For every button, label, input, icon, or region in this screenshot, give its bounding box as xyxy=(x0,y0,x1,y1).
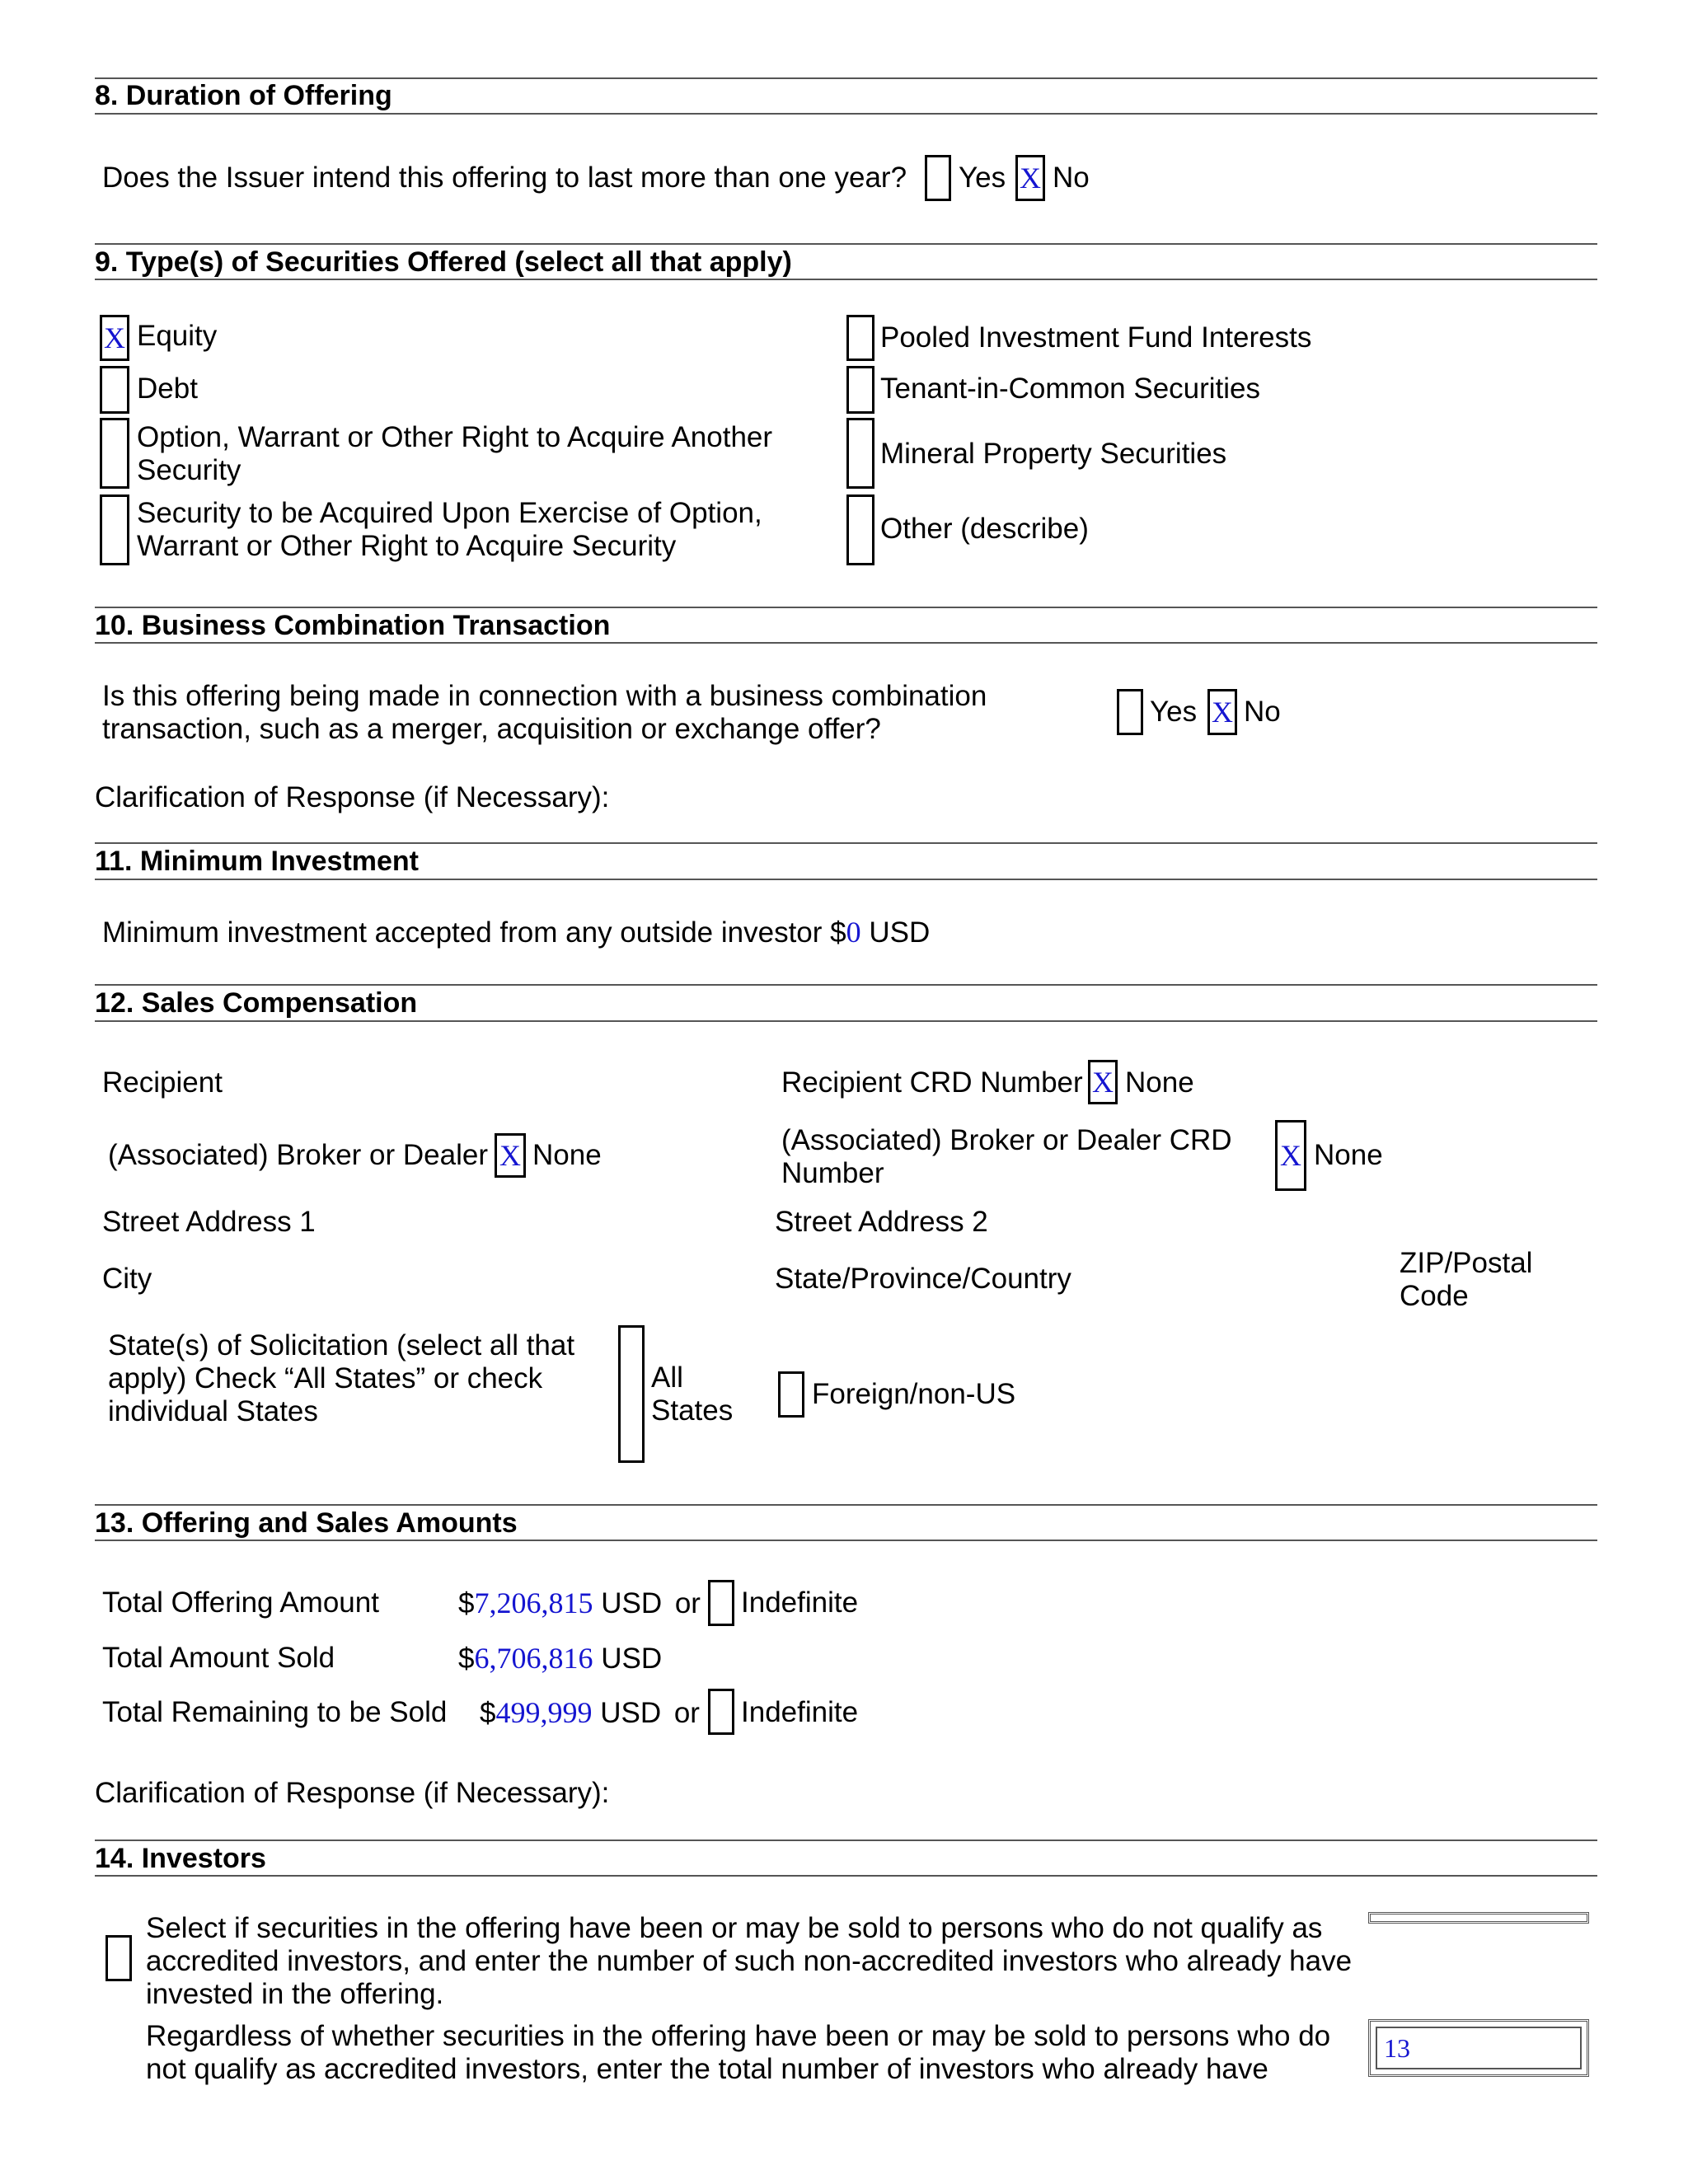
duration-yes-checkbox[interactable] xyxy=(925,155,951,201)
business-combination-yes-checkbox[interactable] xyxy=(1117,689,1143,735)
remaining-indefinite-label: Indefinite xyxy=(741,1696,859,1728)
city-label: City xyxy=(102,1263,152,1295)
duration-no-checkbox[interactable] xyxy=(1015,155,1045,201)
minimum-investment-value: 0 xyxy=(846,916,861,949)
business-combination-yes-label: Yes xyxy=(1150,696,1198,728)
section-divider xyxy=(95,842,1597,844)
duration-yes-label: Yes xyxy=(959,162,1006,194)
total-amount-sold-value: 6,706,816 xyxy=(474,1642,593,1675)
recipient-crd-label: Recipient CRD Number xyxy=(781,1066,1083,1099)
broker-none-checkbox[interactable] xyxy=(495,1133,526,1178)
total-investors-text: Regardless of whether securities in the offering have been or may be sold to persons who do not qualify as accredited investors, enter the total number of investors who already have xyxy=(146,2020,1331,2085)
total-amount-sold-row xyxy=(458,1642,662,1675)
total-offering-amount-row xyxy=(458,1586,701,1620)
non-accredited-text: Select if securities in the offering have been or may be sold to persons who do not qualify as accredited investors, and enter the number of such non-accredited investors who already have invested in the offering. xyxy=(146,1912,1353,2010)
business-combination-no-label: No xyxy=(1244,696,1281,728)
section-divider xyxy=(95,1020,1597,1022)
section-divider xyxy=(95,243,1597,245)
or-label: or xyxy=(673,1697,700,1729)
non-accredited-count-input[interactable] xyxy=(1368,1912,1589,1924)
checked-mark: X xyxy=(499,1139,521,1172)
currency-unit: USD xyxy=(869,916,931,949)
total-offering-amount-value: 7,206,815 xyxy=(474,1586,593,1619)
duration-question: Does the Issuer intend this offering to last more than one year? xyxy=(102,162,907,194)
non-accredited-checkbox[interactable] xyxy=(106,1935,132,1981)
broker-label: (Associated) Broker or Dealer xyxy=(108,1139,488,1171)
all-states-checkbox[interactable] xyxy=(618,1325,645,1463)
zip-postal-code-label: ZIP/Postal Code xyxy=(1400,1247,1533,1312)
equity-checkbox[interactable] xyxy=(100,315,129,361)
section-divider xyxy=(95,1875,1597,1877)
all-states-label: All States xyxy=(651,1361,734,1427)
tenant-in-common-label: Tenant-in-Common Securities xyxy=(880,373,1261,405)
section-divider xyxy=(95,279,1597,280)
checked-mark: X xyxy=(1020,162,1041,194)
total-remaining-label: Total Remaining to be Sold xyxy=(102,1696,448,1728)
option-warrant-checkbox[interactable] xyxy=(100,418,129,489)
street-address-1-label: Street Address 1 xyxy=(102,1206,316,1238)
minimum-investment-label: Minimum investment accepted from any outside investor xyxy=(102,916,823,949)
tenant-in-common-checkbox[interactable] xyxy=(846,366,874,414)
business-combination-no-checkbox[interactable] xyxy=(1207,689,1237,735)
remaining-indefinite-checkbox[interactable] xyxy=(708,1689,734,1735)
street-address-2-label: Street Address 2 xyxy=(775,1206,988,1238)
section-9-title: 9. Type(s) of Securities Offered (select all that apply) xyxy=(95,246,792,278)
currency-unit: USD xyxy=(600,1697,662,1729)
section-8-title: 8. Duration of Offering xyxy=(95,80,392,111)
section-divider xyxy=(95,984,1597,986)
checked-mark: X xyxy=(1280,1139,1301,1172)
other-describe-label: Other (describe) xyxy=(880,513,1089,545)
clarification-label: Clarification of Response (if Necessary): xyxy=(95,1777,610,1809)
section-divider xyxy=(95,1840,1597,1841)
total-investors-input-box[interactable] xyxy=(1376,2027,1582,2069)
currency-unit: USD xyxy=(601,1643,663,1675)
recipient-crd-none-label: None xyxy=(1125,1066,1194,1099)
section-divider xyxy=(95,879,1597,880)
section-14-title: 14. Investors xyxy=(95,1843,266,1874)
section-divider xyxy=(95,1504,1597,1506)
currency-symbol: $ xyxy=(458,1587,475,1619)
section-divider xyxy=(95,1540,1597,1541)
or-label: or xyxy=(674,1587,701,1619)
section-13-title: 13. Offering and Sales Amounts xyxy=(95,1507,518,1539)
option-warrant-label: Option, Warrant or Other Right to Acquire Another Security xyxy=(137,421,773,486)
business-combination-question: Is this offering being made in connection with a business combination transaction, such as a merger, acquisition or exchange offer? xyxy=(102,680,987,745)
total-investors-input[interactable] xyxy=(1368,2019,1589,2077)
total-investors-value: 13 xyxy=(1384,2032,1410,2063)
recipient-label: Recipient xyxy=(102,1066,223,1099)
security-upon-exercise-label: Security to be Acquired Upon Exercise of Option, Warrant or Other Right to Acquire Security xyxy=(137,497,762,562)
broker-crd-label: (Associated) Broker or Dealer CRD Number xyxy=(781,1124,1232,1189)
foreign-non-us-label: Foreign/non-US xyxy=(812,1378,1016,1410)
currency-symbol: $ xyxy=(830,916,846,949)
mineral-property-checkbox[interactable] xyxy=(846,418,874,489)
section-10-title: 10. Business Combination Transaction xyxy=(95,610,611,641)
total-offering-amount-label: Total Offering Amount xyxy=(102,1586,379,1619)
pooled-fund-checkbox[interactable] xyxy=(846,315,874,361)
checked-mark: X xyxy=(1212,696,1233,729)
broker-none-label: None xyxy=(532,1139,602,1171)
pooled-fund-label: Pooled Investment Fund Interests xyxy=(880,321,1312,354)
section-11-title: 11. Minimum Investment xyxy=(95,846,419,877)
section-divider xyxy=(95,642,1597,644)
checked-mark: X xyxy=(104,321,125,354)
currency-symbol: $ xyxy=(458,1643,475,1675)
states-of-solicitation-label: State(s) of Solicitation (select all that apply) Check “All States” or check individual States xyxy=(108,1329,575,1427)
broker-crd-none-checkbox[interactable] xyxy=(1275,1120,1306,1191)
section-divider xyxy=(95,607,1597,608)
security-upon-exercise-checkbox[interactable] xyxy=(100,494,129,565)
offering-indefinite-checkbox[interactable] xyxy=(708,1580,734,1626)
currency-unit: USD xyxy=(601,1587,663,1619)
section-divider xyxy=(95,113,1597,115)
total-remaining-value: 499,999 xyxy=(495,1696,593,1729)
offering-indefinite-label: Indefinite xyxy=(741,1586,859,1619)
currency-symbol: $ xyxy=(480,1697,496,1729)
clarification-label: Clarification of Response (if Necessary): xyxy=(95,781,610,813)
minimum-investment-row xyxy=(102,916,930,949)
total-remaining-row xyxy=(480,1696,700,1730)
checked-mark: X xyxy=(1092,1066,1114,1099)
state-province-country-label: State/Province/Country xyxy=(775,1263,1071,1295)
foreign-non-us-checkbox[interactable] xyxy=(778,1371,804,1418)
debt-label: Debt xyxy=(137,373,198,405)
section-12-title: 12. Sales Compensation xyxy=(95,987,418,1019)
broker-crd-none-label: None xyxy=(1314,1139,1383,1171)
other-describe-checkbox[interactable] xyxy=(846,494,874,565)
recipient-crd-none-checkbox[interactable] xyxy=(1088,1060,1118,1104)
total-amount-sold-label: Total Amount Sold xyxy=(102,1642,335,1674)
duration-no-label: No xyxy=(1053,162,1090,194)
debt-checkbox[interactable] xyxy=(100,366,129,414)
mineral-property-label: Mineral Property Securities xyxy=(880,438,1227,470)
equity-label: Equity xyxy=(137,320,218,352)
